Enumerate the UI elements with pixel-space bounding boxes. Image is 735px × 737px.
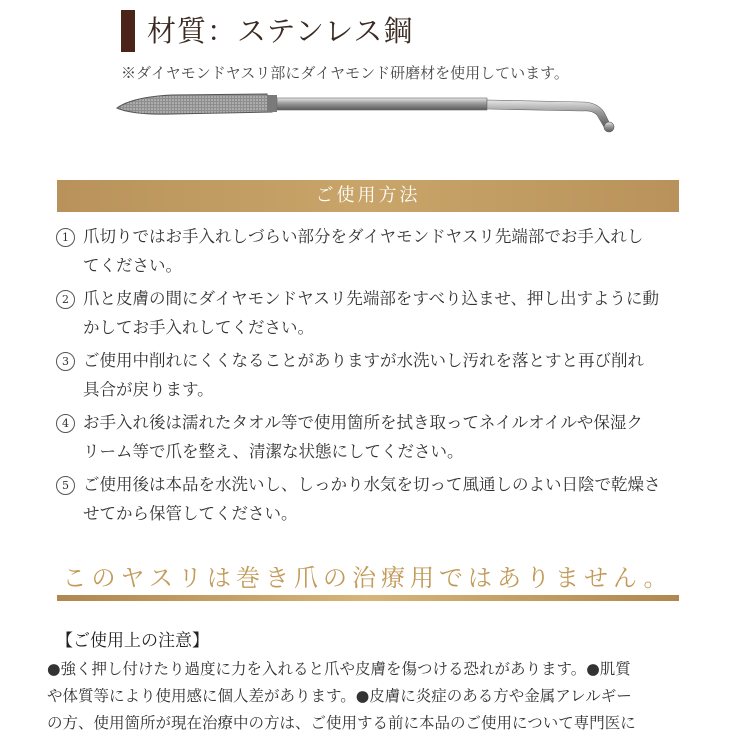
step-number-badge: 3	[56, 352, 75, 371]
step-text-line2: かしてお手入れしてください。	[83, 318, 314, 337]
step-text-line1: 爪と皮膚の間にダイヤモンドヤスリ先端部をすべり込ませ、押し出すように動	[83, 289, 660, 308]
step-number-badge: 5	[56, 476, 75, 495]
step-text-line2: てください。	[83, 256, 182, 275]
step-text-line1: 爪切りではお手入れしづらい部分をダイヤモンドヤスリ先端部でお手入れし	[83, 227, 644, 246]
material-note: ※ダイヤモンドヤスリ部にダイヤモンド研磨材を使用しています。	[121, 64, 569, 82]
step-number-badge: 4	[56, 414, 75, 433]
not-for-treatment-warning: このヤスリは巻き爪の治療用ではありません。	[62, 564, 673, 592]
nail-file-tool-image	[112, 84, 632, 144]
step-number-badge: 2	[56, 290, 75, 309]
gold-divider	[57, 595, 679, 601]
usage-step	[56, 346, 686, 404]
step-number-badge: 1	[56, 228, 75, 247]
usage-step	[56, 408, 686, 466]
caution-heading: 【ご使用上の注意】	[56, 631, 209, 651]
usage-step	[56, 284, 686, 342]
step-text-line2: 具合が戻ります。	[83, 380, 214, 399]
title-accent-bar	[121, 10, 135, 52]
caution-line: ●強く押し付けたり過度に力を入れると爪や皮膚を傷つける恐れがあります。●肌質	[47, 660, 631, 678]
step-text-line2: リーム等で爪を整え、清潔な状態にしてください。	[83, 442, 464, 461]
usage-step	[56, 222, 686, 280]
step-text-line1: ご使用中削れにくくなることがありますが水洗いし汚れを落とすと再び削れ	[83, 351, 644, 370]
step-text-line1: ご使用後は本品を水洗いし、しっかり水気を切って風通しのよい日陰で乾燥さ	[83, 475, 661, 494]
caution-body	[47, 656, 687, 737]
usage-steps-list	[56, 222, 686, 532]
usage-step	[56, 470, 686, 528]
step-text-line1: お手入れ後は濡れたタオル等で使用箇所を拭き取ってネイルオイルや保湿ク	[83, 413, 643, 432]
material-title: 材質：ステンレス鋼	[147, 14, 414, 48]
caution-line: の方、使用箇所が現在治療中の方は、ご使用する前に本品のご使用について専門医に	[47, 714, 636, 732]
usage-section-header: ご使用方法	[57, 180, 679, 212]
step-text-line2: せてから保管してください。	[83, 504, 298, 523]
caution-line: や体質等により使用感に個人差があります。●皮膚に炎症のある方や金属アレルギー	[47, 687, 632, 705]
